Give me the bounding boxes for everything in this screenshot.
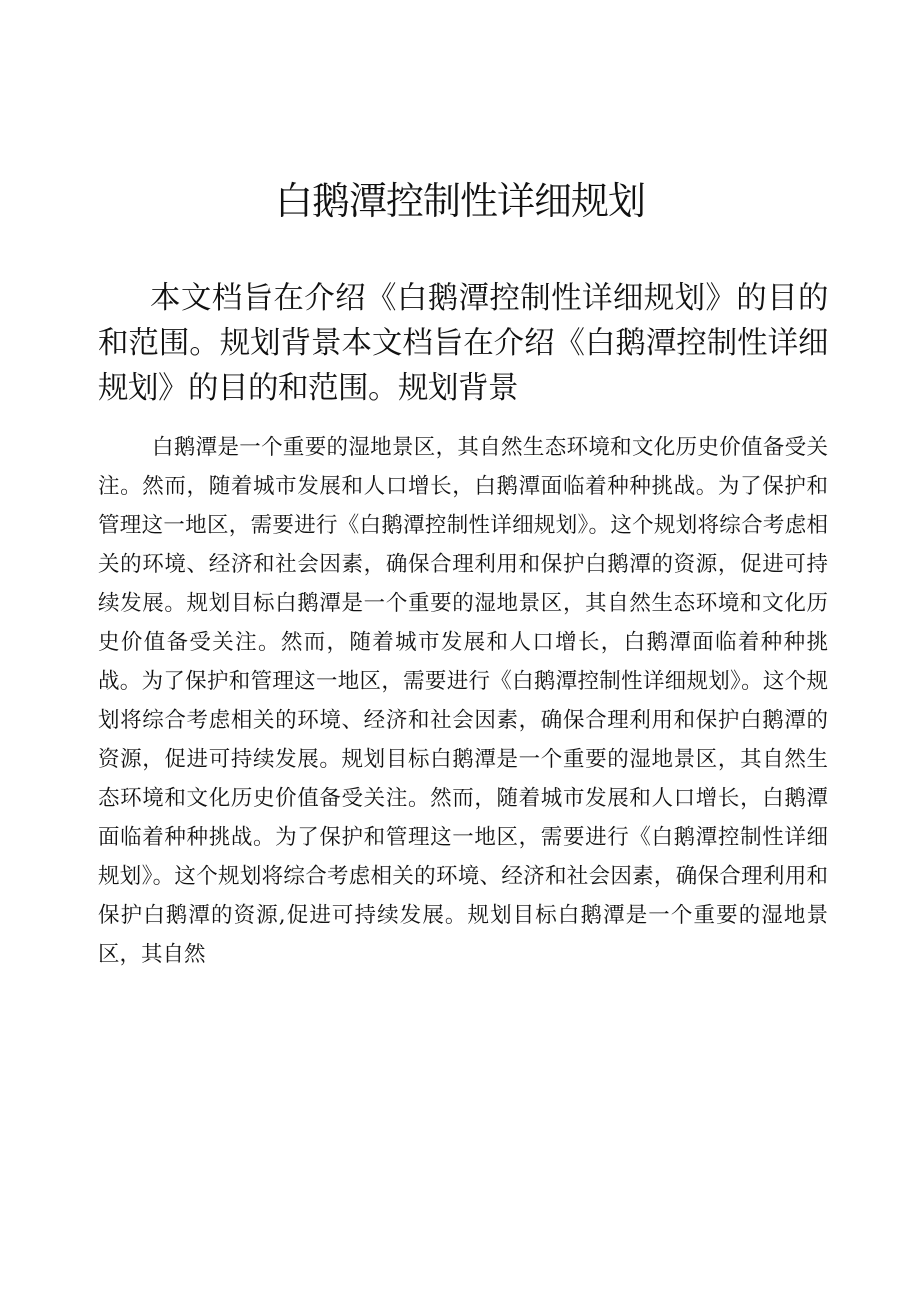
document-title: 白鹅潭控制性详细规划 xyxy=(274,179,645,223)
body-paragraph: 白鹅潭是一个重要的湿地景区，其自然生态环境和文化历史价值备受关注。然而，随着城市发展和人口增长，白鹅潭面临着种种挑战。为了保护和管理这一地区，需要进行《白鹅潭控制性详细规划》。这个规划将综合考虑相关的环境、经济和社会因素，确保合理利用和保护白鹅潭的资源，促进可持续发展。规划目标白鹅潭是一个重要的湿地景区，其自然生态环境和文化历史价值备受关注。然而，随着城市发展和人口增长，白鹅潭面临着种种挑战。为了保护和管理这一地区，需要进行《白鹅潭控制性详细规划》。这个规划将综合考虑相关的环境、经济和社会因素，确保合理利用和保护白鹅潭的资源，促进可持续发展。规划目标白鹅潭是一个重要的湿地景区，其自然生态环境和文化历史价值备受关注。然而，随着城市发展和人口增长，白鹅潭面临着种种挑战。为了保护和管理这一地区，需要进行《白鹅潭控制性详细规划》。这个规划将综合考虑相关的环境、经济和社会因素，确保合理利用和保护白鹅潭的资源,促进可持续发展。规划目标白鹅潭是一个重要的湿地景区，其自然 xyxy=(98,435,828,967)
intro-paragraph: 本文档旨在介绍《白鹅潭控制性详细规划》的目的和范围。规划背景本文档旨在介绍《白鹅潭控制性详细规划》的目的和范围。规划背景 xyxy=(98,281,828,406)
